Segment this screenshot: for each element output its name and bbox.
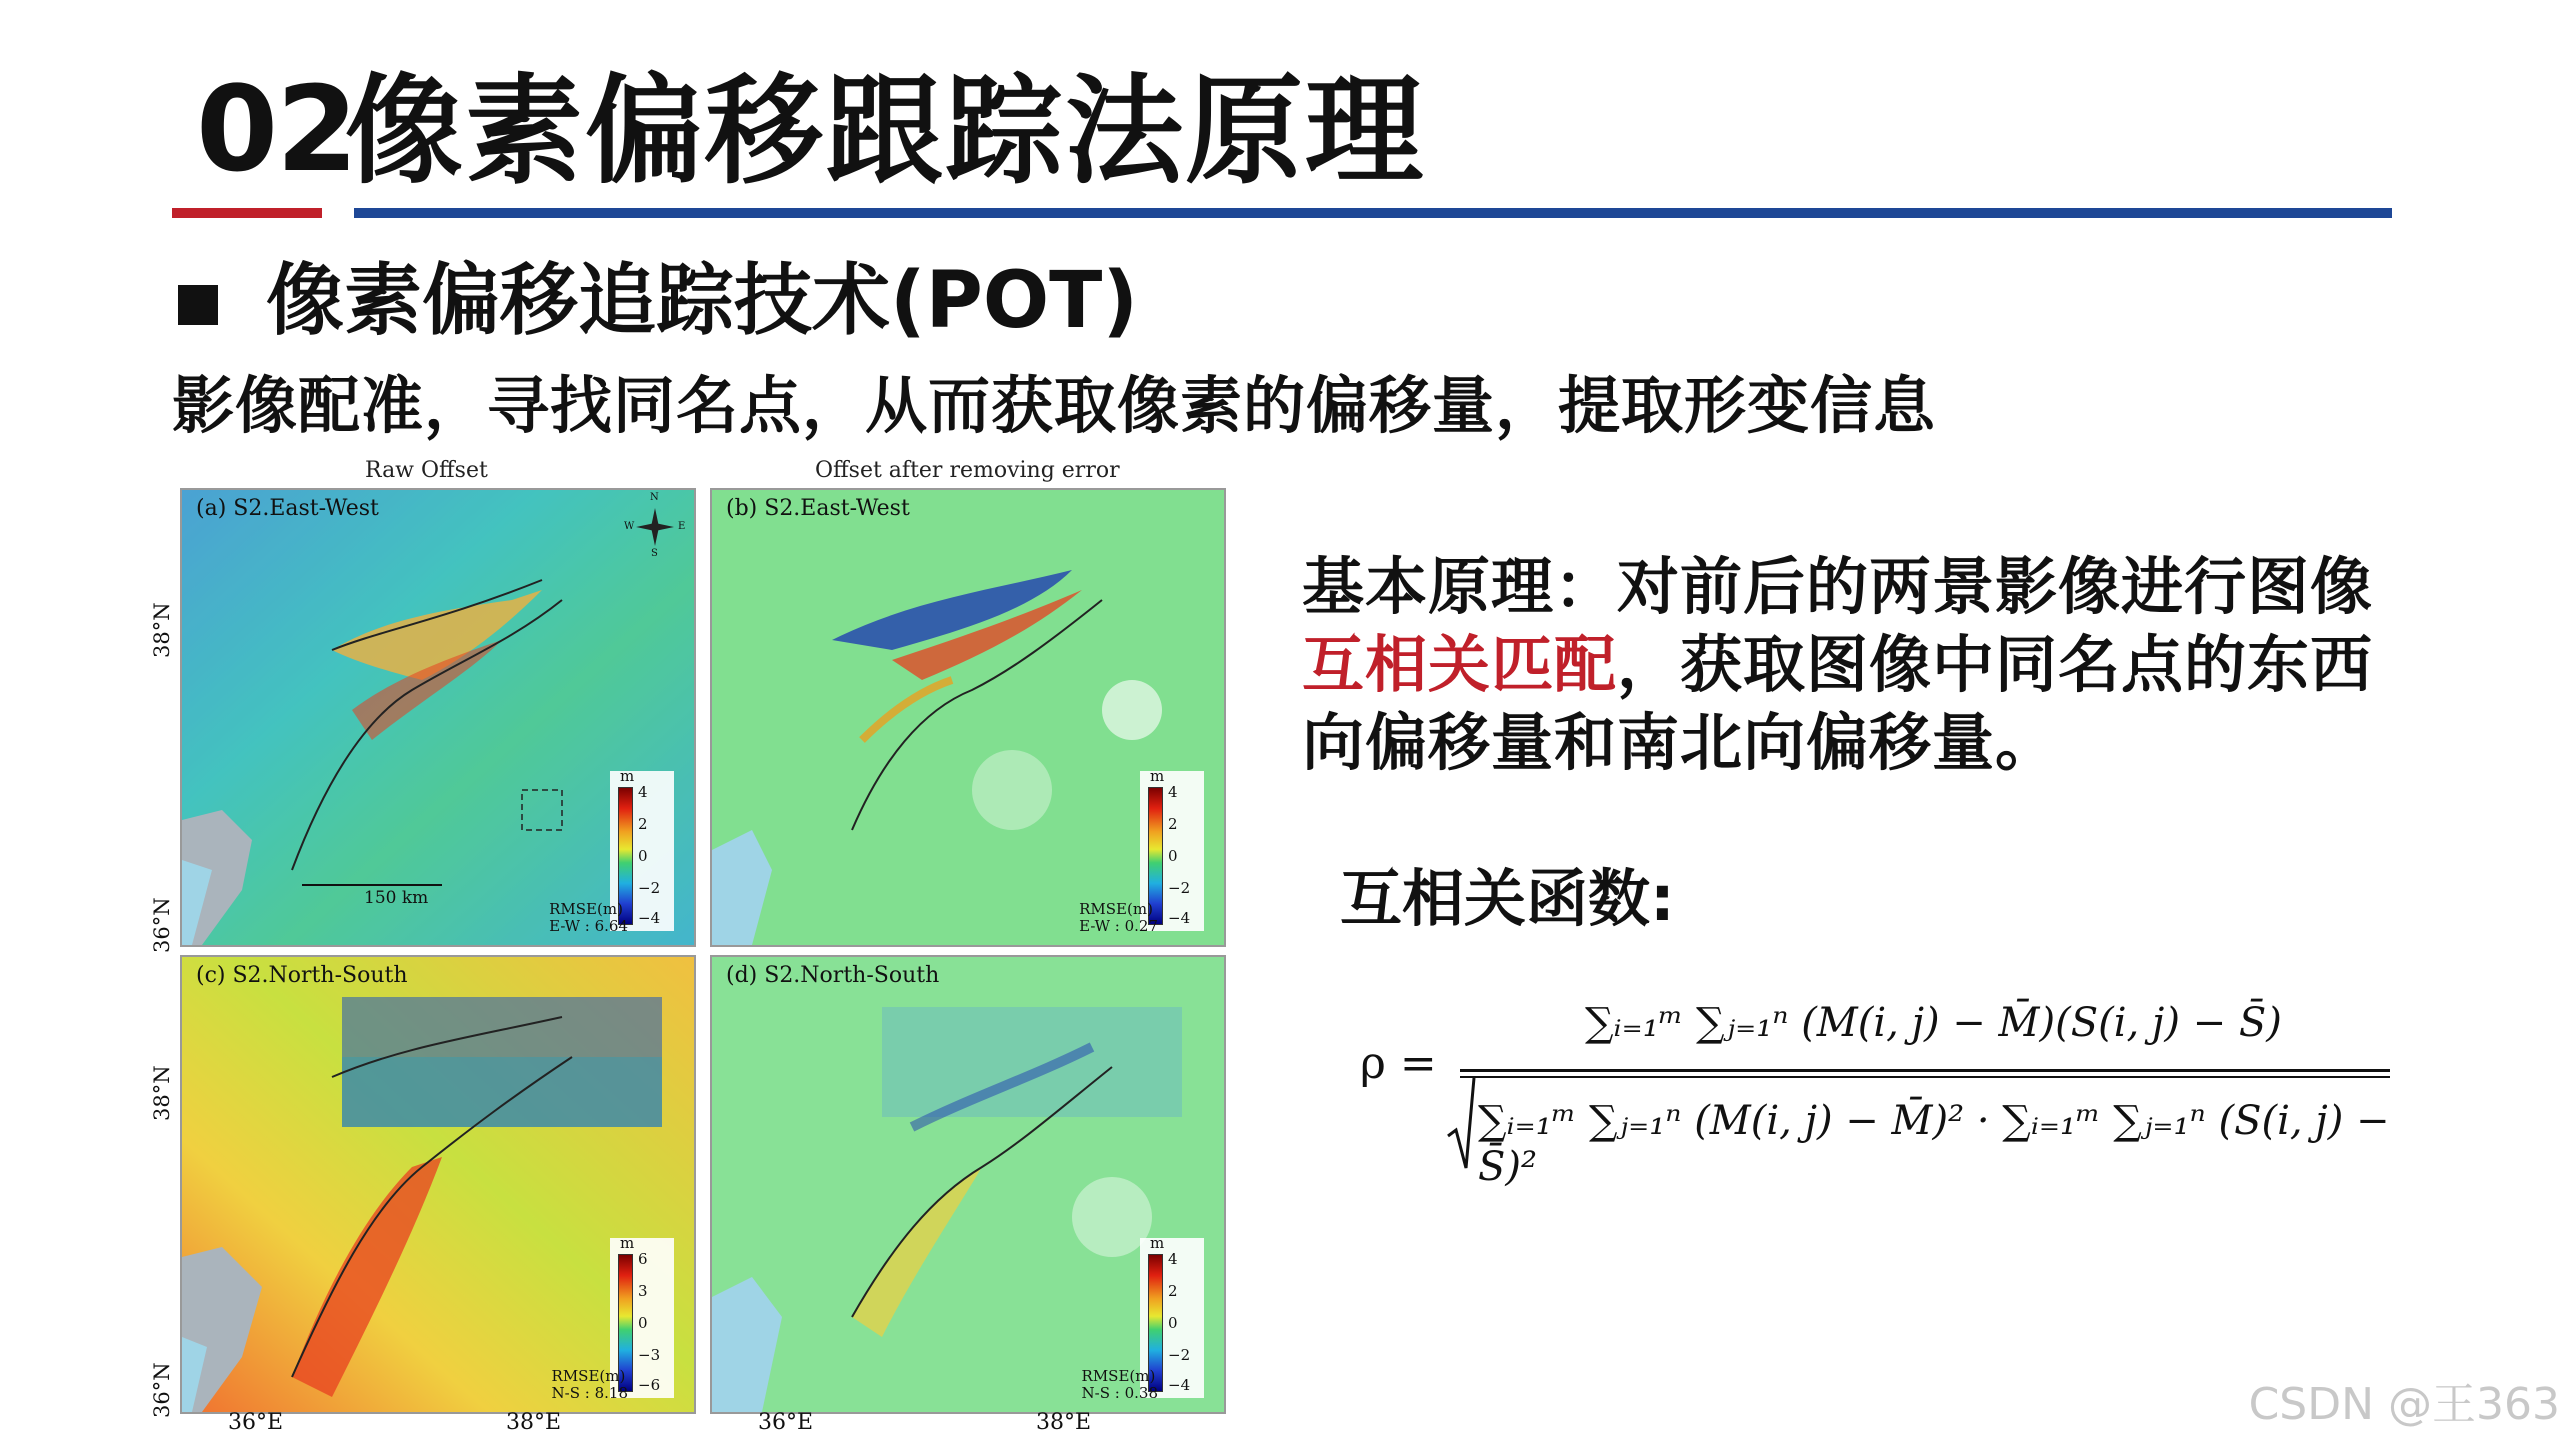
- column-title-corrected: Offset after removing error: [815, 458, 1120, 483]
- panel-b-label: (b) S2.East-West: [726, 496, 910, 521]
- panel-d-rmse: RMSE(m) N-S : 0.38: [1081, 1366, 1158, 1402]
- panel-c-label: (c) S2.North-South: [196, 963, 408, 988]
- fraction-bar: [1460, 1069, 2390, 1072]
- panel-d-label: (d) S2.North-South: [726, 963, 940, 988]
- section-title: 像素偏移追踪技术(POT): [266, 256, 1138, 346]
- panel-d-colorbar: m 4 2 0 −2 −4: [1140, 1238, 1204, 1398]
- panel-b-map: [710, 488, 1226, 947]
- column-title-raw: Raw Offset: [365, 458, 488, 483]
- page-title: 像素偏移跟踪法原理: [345, 62, 1426, 200]
- x-tick-label: 38°E: [506, 1410, 562, 1435]
- header-rule-blue: [354, 208, 2392, 218]
- x-tick-label: 38°E: [1036, 1410, 1092, 1435]
- panel-c-colorbar: m 6 3 0 −3 −6: [610, 1238, 674, 1398]
- principle-highlight: 互相关匹配: [1302, 628, 1618, 701]
- panel-a-colorbar: m 4 2 0 −2 −4: [610, 771, 674, 931]
- header-rule-red: [172, 208, 322, 218]
- panel-c-rmse: RMSE(m) N-S : 8.18: [551, 1366, 628, 1402]
- panel-d-map: [710, 955, 1226, 1414]
- watermark: CSDN @王363: [2248, 1379, 2560, 1430]
- principle-line-3: 向偏移量和南北向偏移量。: [1302, 706, 2059, 779]
- principle-line-1: 基本原理：对前后的两景影像进行图像: [1302, 550, 2374, 623]
- panel-a-map: [180, 488, 696, 947]
- function-title: 互相关函数:: [1340, 862, 1675, 935]
- formula-numerator: ∑ᵢ₌₁ᵐ ∑ⱼ₌₁ⁿ (M(i, j) − M̄)(S(i, j) − S̄): [1585, 1000, 2282, 1046]
- panel-b-colorbar: m 4 2 0 −2 −4: [1140, 771, 1204, 931]
- section-description: 影像配准，寻找同名点，从而获取像素的偏移量，提取形变信息: [172, 369, 1937, 442]
- formula-denominator: ∑ᵢ₌₁ᵐ ∑ⱼ₌₁ⁿ (M(i, j) − M̄)² · ∑ᵢ₌₁ᵐ ∑ⱼ₌₁ⁿ (S(i, j) − S̄)²: [1478, 1098, 2390, 1190]
- cross-correlation-formula: [1360, 990, 2400, 1190]
- section-number: 02: [196, 60, 357, 198]
- panel-a-label: (a) S2.East-West: [196, 496, 379, 521]
- x-tick-label: 36°E: [228, 1410, 284, 1435]
- y-tick-label: 36°N: [150, 1362, 174, 1418]
- x-tick-label: 36°E: [758, 1410, 814, 1435]
- y-tick-label: 38°N: [150, 602, 174, 658]
- scale-bar-label: 150 km: [364, 888, 429, 908]
- panel-a-rmse: RMSE(m) E-W : 6.64: [549, 899, 628, 935]
- panel-b-rmse: RMSE(m) E-W : 0.27: [1079, 899, 1158, 935]
- formula-lhs: ρ =: [1360, 1038, 1437, 1089]
- principle-line-2: 互相关匹配，获取图像中同名点的东西: [1302, 628, 2374, 701]
- sqrt-icon: [1446, 1076, 1476, 1172]
- y-tick-label: 38°N: [150, 1065, 174, 1121]
- square-bullet-icon: [178, 285, 218, 325]
- y-tick-label: 36°N: [150, 897, 174, 953]
- panel-c-map: [180, 955, 696, 1414]
- compass-icon: N W E S: [624, 492, 686, 559]
- sqrt-overline: [1460, 1076, 2390, 1078]
- principle-text: [1302, 548, 2412, 782]
- offset-figure: [140, 458, 1250, 1440]
